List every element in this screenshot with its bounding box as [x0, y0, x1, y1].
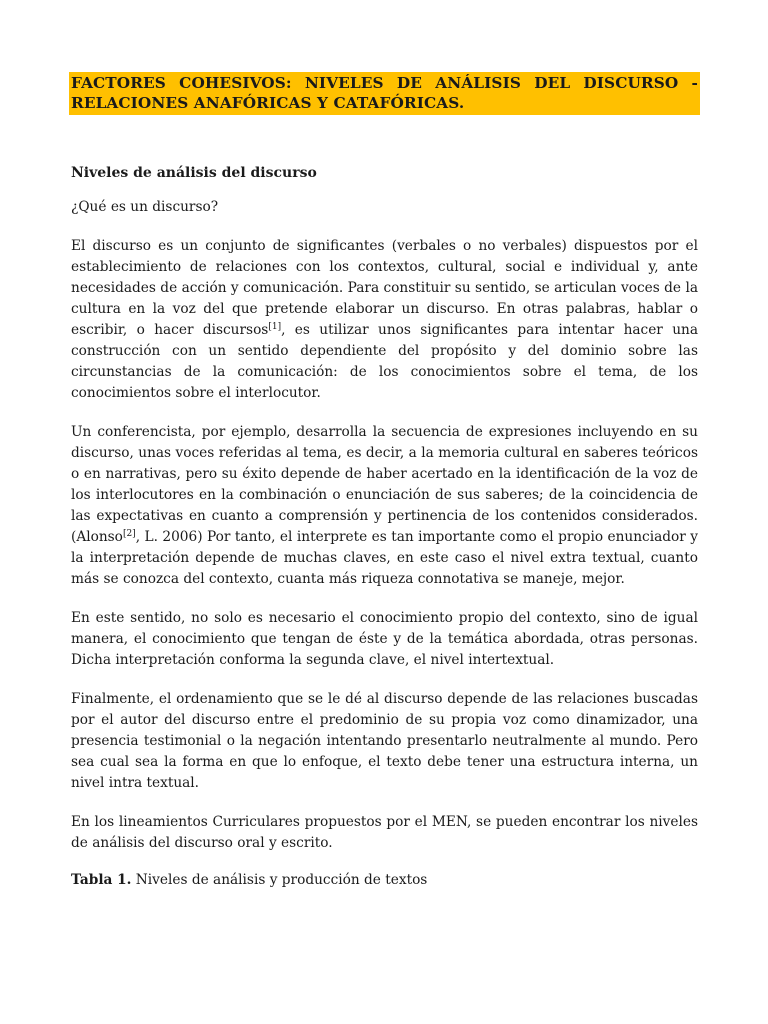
question-line: ¿Qué es un discurso? — [71, 199, 219, 215]
table-caption — [71, 870, 698, 891]
document-title: FACTORES COHESIVOS: NIVELES DE ANÁLISIS DEL DISCURSO - RELACIONES ANAFÓRICAS Y CATAFÓRICAS. — [69, 72, 700, 115]
paragraph-3: En este sentido, no solo es necesario el conocimiento propio del contexto, sino de igual manera, el conocimiento que tengan de éste y de la temática abordada, otras personas. Dicha interpretación conforma la segunda clave, el nivel intertextual. — [71, 610, 698, 668]
table-caption-label: Tabla 1. — [71, 872, 132, 888]
footnote-ref-1[interactable]: [1] — [268, 322, 282, 332]
paragraph-1-text-b: , es utilizar unos significantes para intentar hacer una construcción con un sentido dependiente del propósito y del dominio sobre las circunstancias de la comunicación: de los conocimientos sobre el tema, de los conocimientos sobre el interlocutor. — [71, 322, 699, 401]
paragraph-1 — [71, 236, 698, 404]
paragraph-1-text-a: El discurso es un conjunto de significantes (verbales o no verbales) dispuestos por el establecimiento de relaciones con los contextos, cultural, social e individual y, ante necesidades de acción y comunicación. Para constituir su sentido, se articulan voces de la cultura en la voz del que pretende elaborar un discurso. En otras palabras, hablar o escribir, o hacer discursos — [71, 238, 698, 338]
paragraph-2-text-a: Un conferencista, por ejemplo, desarrolla la secuencia de expresiones incluyendo en su discurso, unas voces referidas al tema, es decir, a la memoria cultural en saberes teóricos o en narrativas, pero su éxito depende de haber acertado en la identificación de la voz de los interlocutores en la combinación o enunciación de sus saberes; de la coincidencia de las expectativas en cuanto a comprensión y pertinencia de los contenidos considerados. (Alonso — [71, 424, 698, 545]
paragraph-5: En los lineamientos Curriculares propuestos por el MEN, se pueden encontrar los niveles de análisis del discurso oral y escrito. — [71, 814, 698, 851]
section-heading: Niveles de análisis del discurso — [71, 165, 317, 181]
paragraph-2 — [71, 422, 698, 590]
table-caption-text: Niveles de análisis y producción de textos — [131, 872, 428, 888]
document-page — [71, 72, 698, 891]
paragraph-2-text-b: , L. 2006) Por tanto, el interprete es tan importante como el propio enunciador y la interpretación depende de muchas claves, en este caso el nivel extra textual, cuanto más se conozca del contexto, cuanta más riqueza connotativa se maneje, mejor. — [71, 529, 698, 587]
paragraph-4: Finalmente, el ordenamiento que se le dé al discurso depende de las relaciones buscadas por el autor del discurso entre el predominio de su propia voz como dinamizador, una presencia testimonial o la negación intentando presentarlo neutralmente al mundo. Pero sea cual sea la forma en que lo enfoque, el texto debe tener una estructura interna, un nivel intra textual. — [71, 691, 698, 791]
footnote-ref-2[interactable]: [2] — [122, 529, 136, 539]
